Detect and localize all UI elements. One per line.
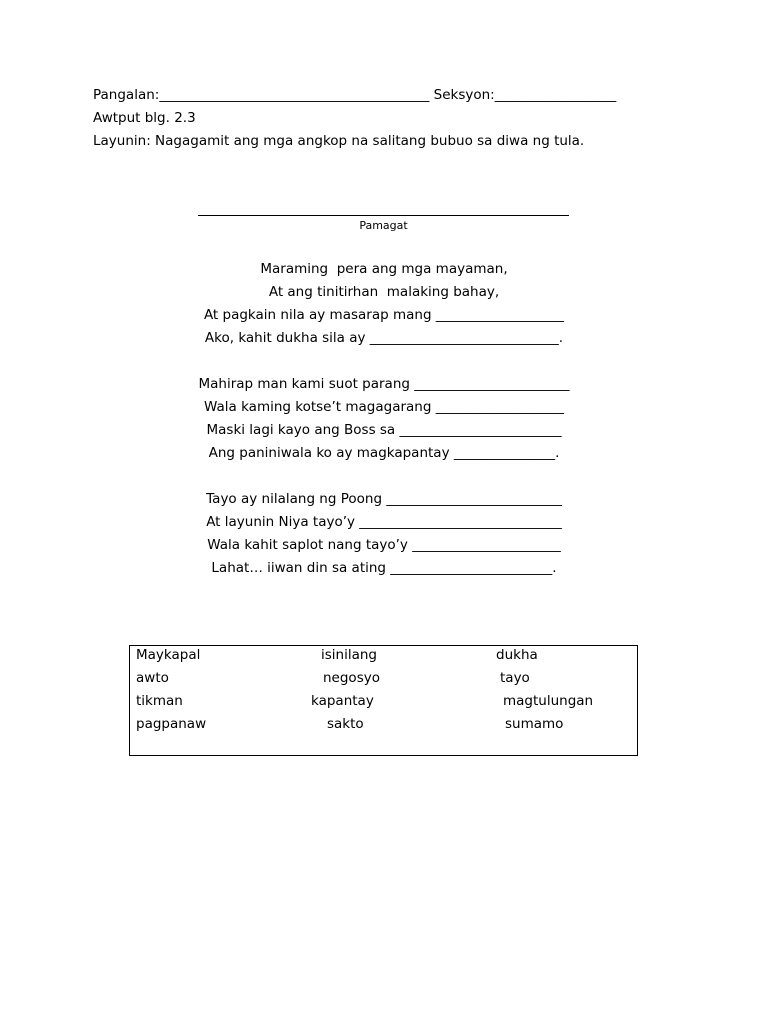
word-bank-item: tikman: [136, 693, 183, 709]
word-bank-item: awto: [136, 670, 169, 686]
poem: [130, 261, 638, 606]
poem-stanza-2: [130, 376, 638, 468]
word-bank-item: sakto: [327, 716, 364, 732]
word-bank-item: Maykapal: [136, 647, 201, 663]
poem-stanza-1: [130, 261, 638, 353]
poem-line: Tayo ay nilalang ng Poong __________________________: [206, 491, 562, 507]
poem-line: At layunin Niya tayo’y ______________________________: [206, 514, 562, 530]
output-number: Awtput blg. 2.3: [93, 110, 196, 126]
poem-line: At pagkain nila ay masarap mang ___________________: [203, 307, 565, 323]
word-bank-item: kapantay: [311, 693, 374, 709]
poem-line: Mahirap man kami suot parang _______________________: [198, 376, 570, 392]
word-bank-item: tayo: [500, 670, 530, 686]
poem-line: Ako, kahit dukha sila ay ____________________________.: [204, 330, 564, 346]
title-caption: Pamagat: [359, 219, 408, 232]
poem-line: Wala kahit saplot nang tayo’y ______________________: [207, 537, 561, 553]
poem-line: Wala kaming kotse’t magagarang ___________________: [204, 399, 564, 415]
word-bank-item: magtulungan: [503, 693, 594, 709]
word-bank-item: negosyo: [323, 670, 380, 686]
poem-line: Lahat… iiwan din sa ating ________________________.: [211, 560, 557, 576]
poem-line: Ang paniniwala ko ay magkapantay _______________.: [208, 445, 560, 461]
word-bank-item: pagpanaw: [136, 716, 207, 732]
objective-line: Layunin: Nagagamit ang mga angkop na salitang bubuo sa diwa ng tula.: [93, 133, 585, 149]
name-section-line: Pangalan:________________________________________ Seksyon:__________________: [93, 87, 617, 103]
poem-line: Maski lagi kayo ang Boss sa ________________________: [206, 422, 562, 438]
title-blank-line: [198, 215, 569, 216]
poem-stanza-3: [130, 491, 638, 583]
word-bank-item: dukha: [496, 647, 538, 663]
poem-line: Maraming pera ang mga mayaman,: [260, 261, 508, 277]
word-bank: [129, 645, 638, 756]
word-bank-item: isinilang: [321, 647, 377, 663]
poem-line: At ang tinitirhan malaking bahay,: [268, 284, 500, 300]
word-bank-item: sumamo: [505, 716, 564, 732]
